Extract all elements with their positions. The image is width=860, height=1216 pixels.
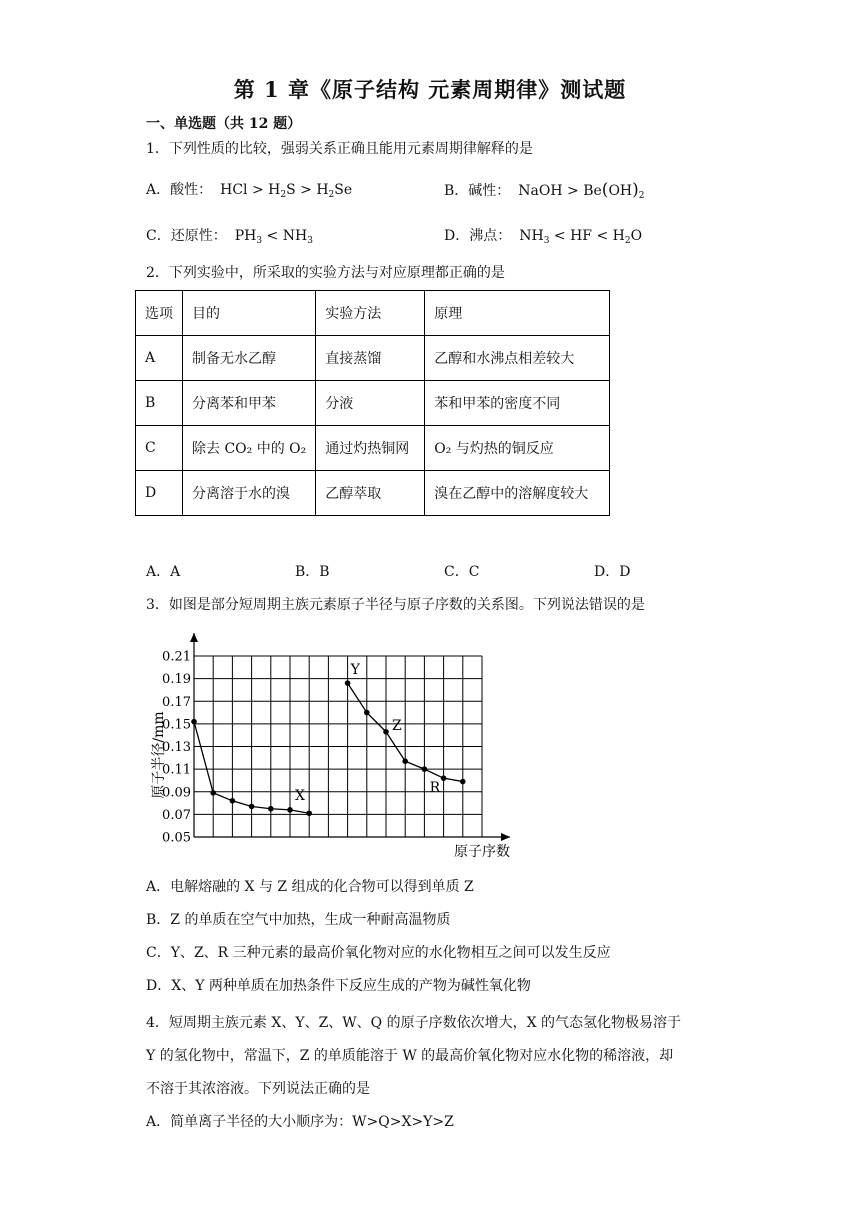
table-header-cell: 选项: [136, 291, 183, 336]
q4-option-a: A．简单离子半径的大小顺序为：W>Q>X>Y>Z: [146, 1114, 454, 1130]
table-row: [136, 471, 610, 516]
section-heading: 一、单选题（共 12 题）: [146, 116, 302, 132]
table-cell: 乙醇和水沸点相差较大: [425, 336, 610, 381]
q1-option-a-label: A．酸性：: [146, 182, 213, 198]
y-tick-label: 0.09: [162, 785, 191, 801]
y-tick-label: 0.07: [162, 807, 191, 823]
q1-option-d-formula: $NH_3$ < HF < $H_2O$: [519, 228, 643, 246]
point-label: R: [429, 780, 441, 797]
q1-option-b-label: B．碱性：: [444, 183, 511, 199]
q4-stem-line-3: 不溶于其浓溶液。下列说法正确的是: [146, 1081, 370, 1097]
q2-option-c: C．C: [444, 564, 480, 580]
table-cell: C: [136, 426, 183, 471]
q3-option-c: C．Y、Z、R 三种元素的最高价氧化物对应的水化物相互之间可以发生反应: [146, 945, 611, 961]
table-cell: 通过灼热铜网: [316, 426, 425, 471]
data-point: [402, 758, 408, 764]
q3-option-a: A．电解熔融的 X 与 Z 组成的化合物可以得到单质 Z: [146, 879, 474, 895]
point-label: Y: [350, 662, 360, 679]
table-row: [136, 426, 610, 471]
table-cell: O₂ 与灼热的铜反应: [425, 426, 610, 471]
table-cell: 制备无水乙醇: [183, 336, 316, 381]
q1-option-d-label: D．沸点：: [444, 228, 512, 244]
y-tick-label: 0.11: [162, 762, 191, 778]
data-point: [268, 806, 274, 812]
data-point: [441, 775, 447, 781]
data-point: [364, 710, 370, 716]
y-tick-label: 0.17: [162, 694, 191, 710]
table-cell: 分液: [316, 381, 425, 426]
x-axis-label: 原子序数: [454, 844, 510, 860]
q2-option-a: A．A: [146, 564, 181, 580]
q2-option-b: B．B: [295, 564, 330, 580]
q4-stem-line-2: Y 的氢化物中，常温下，Z 的单质能溶于 W 的最高价氧化物对应水化物的稀溶液，却: [146, 1048, 674, 1064]
table-header-cell: 原理: [425, 291, 610, 336]
table-cell: B: [136, 381, 183, 426]
data-point: [210, 790, 216, 796]
table-cell: D: [136, 471, 183, 516]
point-label: X: [295, 787, 305, 804]
chart-annotations: [295, 662, 441, 804]
q2-table: [135, 290, 610, 516]
table-cell: 除去 CO₂ 中的 O₂: [183, 426, 316, 471]
table-header-cell: 实验方法: [316, 291, 425, 336]
data-point: [345, 680, 351, 686]
table-cell: 溴在乙醇中的溶解度较大: [425, 471, 610, 516]
table-cell: 乙醇萃取: [316, 471, 425, 516]
chart-grid: [194, 656, 482, 837]
data-point: [249, 804, 255, 810]
data-point: [383, 729, 389, 735]
data-point: [191, 719, 197, 725]
y-axis-label: 原子半径/mm: [151, 711, 167, 799]
q2-option-d: D．D: [594, 564, 631, 580]
data-point: [460, 779, 466, 785]
table-header-row: [136, 291, 610, 336]
table-row: [136, 381, 610, 426]
data-point: [306, 810, 312, 816]
y-axis-arrow: [190, 633, 198, 642]
q3-stem: 3．如图是部分短周期主族元素原子半径与原子序数的关系图。下列说法错误的是: [146, 597, 645, 613]
q1-option-c-formula: $PH_3 < NH_3$: [234, 228, 313, 246]
q1-option-c: [146, 226, 313, 246]
q1-option-b: [444, 180, 645, 201]
data-point: [287, 807, 293, 813]
table-header-cell: 目的: [183, 291, 316, 336]
q1-stem: 1．下列性质的比较，强弱关系正确且能用元素周期律解释的是: [146, 141, 533, 157]
q3-option-d: D．X、Y 两种单质在加热条件下反应生成的产物为碱性氧化物: [146, 978, 531, 994]
data-point: [230, 798, 236, 804]
table-row: [136, 336, 610, 381]
data-point: [422, 766, 428, 772]
table-cell: 分离苯和甲苯: [183, 381, 316, 426]
table-cell: A: [136, 336, 183, 381]
y-tick-label: 0.13: [162, 740, 191, 755]
y-tick-label: 0.15: [162, 717, 191, 733]
q4-stem-line-1: 4．短周期主族元素 X、Y、Z、W、Q 的原子序数依次增大，X 的气态氢化物极易溶于: [146, 1015, 682, 1031]
q1-option-c-label: C．还原性：: [146, 228, 227, 244]
table-cell: 直接蒸馏: [316, 336, 425, 381]
page-title: 第 1 章《原子结构 元素周期律》测试题: [233, 77, 627, 102]
q1-option-a-formula: HCl > $H_2S > H_2Se$: [220, 182, 353, 200]
table-cell: 苯和甲苯的密度不同: [425, 381, 610, 426]
q1-option-d: [444, 226, 642, 246]
q3-option-b: B．Z 的单质在空气中加热，生成一种耐高温物质: [146, 912, 451, 928]
y-tick-label: 0.05: [162, 830, 191, 846]
y-tick-label: 0.19: [162, 672, 191, 688]
x-axis-arrow: [501, 833, 510, 841]
q1-option-b-formula: NaOH > $Be(OH)_2$: [518, 180, 645, 201]
q2-stem: 2．下列实验中，所采取的实验方法与对应原理都正确的是: [146, 265, 505, 281]
q1-option-a: [146, 180, 352, 200]
table-cell: 分离溶于水的溴: [183, 471, 316, 516]
y-tick-label: 0.21: [162, 649, 191, 665]
point-label: Z: [392, 717, 402, 734]
atomic-radius-chart: [140, 625, 530, 865]
